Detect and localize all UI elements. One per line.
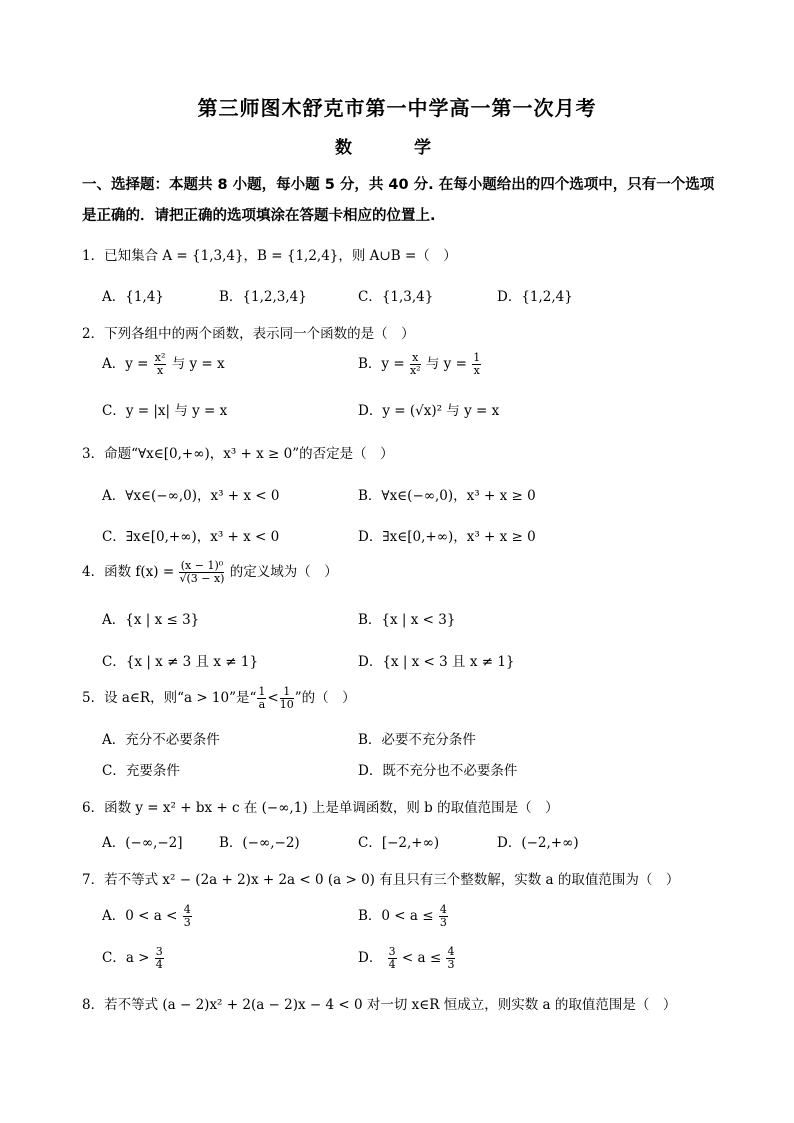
option-a-prefix: A．0 < a < xyxy=(102,908,178,924)
question-6-option-a: A．(−∞,−2] xyxy=(102,835,183,851)
denominator: 10 xyxy=(279,698,294,711)
option-b-prefix: B．y = xyxy=(358,356,405,372)
option-d-prefix: D． xyxy=(358,950,383,966)
question-2-option-b xyxy=(358,352,482,377)
fraction xyxy=(155,946,164,971)
question-3-stem: 3．命题“∀x∈[0,+∞)，x³ + x ≥ 0”的否定是（ ） xyxy=(82,446,394,462)
fraction xyxy=(183,904,192,929)
question-7-option-a xyxy=(102,904,193,929)
fraction xyxy=(472,352,481,377)
question-7-option-d xyxy=(358,946,456,971)
fraction xyxy=(179,560,224,585)
numerator: 4 xyxy=(447,945,455,958)
question-1-option-b: B．{1,2,3,4} xyxy=(219,289,307,305)
question-5-prefix: 5．设 a∈R，则“a > 10”是“ xyxy=(82,690,257,706)
option-b-middle: 与 y = xyxy=(425,356,467,372)
question-3-option-d: D．∃x∈[0,+∞)，x³ + x ≥ 0 xyxy=(358,529,536,545)
numerator: x² xyxy=(154,351,166,364)
option-a-suffix: 与 y = x xyxy=(171,356,225,372)
option-b-prefix: B．0 < a ≤ xyxy=(358,908,434,924)
question-4-prefix: 4．函数 f(x) = xyxy=(82,564,175,580)
denominator: 3 xyxy=(183,916,191,929)
fraction xyxy=(257,686,266,711)
question-4-option-d: D．{x | x < 3 且 x ≠ 1} xyxy=(358,654,515,670)
option-d-middle: < a ≤ xyxy=(401,950,442,966)
denominator: x xyxy=(156,364,164,377)
question-1-option-d: D．{1,2,4} xyxy=(497,289,573,305)
denominator: x xyxy=(473,364,480,377)
question-6-stem: 6．函数 y = x² + bx + c 在 (−∞,1) 上是单调函数，则 b 的取值范围是（ ） xyxy=(82,800,559,816)
question-7-option-b xyxy=(358,904,449,929)
numerator: 1 xyxy=(280,686,294,699)
denominator: 4 xyxy=(155,958,163,971)
numerator: 4 xyxy=(183,903,191,916)
question-4-option-a: A．{x | x ≤ 3} xyxy=(102,612,200,628)
question-1-option-c: C．{1,3,4} xyxy=(358,289,434,305)
question-2-option-a xyxy=(102,352,225,377)
numerator: x xyxy=(410,352,421,365)
question-2-option-c: C．y = |x| 与 y = x xyxy=(102,403,228,419)
fraction xyxy=(388,946,397,971)
numerator: 4 xyxy=(439,903,447,916)
section-heading: 一、选择题：本题共 8 小题，每小题 5 分，共 40 分. 在每小题给出的四个选项中，只有一个选项是正确的．请把正确的选项填涂在答题卡相应的位置上. xyxy=(82,177,715,224)
numerator: (x − 1)⁰ xyxy=(180,559,224,572)
question-7-stem: 7．若不等式 x² − (2a + 2)x + 2a < 0 (a > 0) 有且只有三个整数解，实数 a 的取值范围为（ ） xyxy=(82,872,680,888)
question-8-stem: 8．若不等式 (a − 2)x² + 2(a − 2)x − 4 < 0 对一切 x∈R 恒成立，则实数 a 的取值范围是（ ） xyxy=(82,997,677,1013)
numerator: 1 xyxy=(258,685,266,698)
numerator: 3 xyxy=(388,945,396,958)
question-5-option-c: C．充要条件 xyxy=(102,763,180,779)
question-4-option-b: B．{x | x < 3} xyxy=(358,612,456,628)
question-6-option-c: C．[−2,+∞) xyxy=(358,835,440,851)
question-1-stem: 1．已知集合 A = {1,3,4}，B = {1,2,4}，则 A∪B =（ ） xyxy=(82,248,457,264)
fraction xyxy=(280,686,294,711)
question-5-option-a: A．充分不必要条件 xyxy=(102,732,220,748)
numerator: 1 xyxy=(473,351,481,364)
question-5-suffix: ”的（ ） xyxy=(294,690,356,706)
exam-subject: 数 学 xyxy=(335,138,459,158)
question-1-option-a: A．{1,4} xyxy=(102,289,164,305)
denominator: 3 xyxy=(447,958,455,971)
option-a-prefix: A．y = xyxy=(102,356,149,372)
question-5-option-b: B．必要不充分条件 xyxy=(358,732,476,748)
question-5-option-d: D．既不充分也不必要条件 xyxy=(358,763,518,779)
question-3-option-a: A．∀x∈(−∞,0)，x³ + x < 0 xyxy=(102,488,280,504)
denominator: 3 xyxy=(439,916,447,929)
fraction xyxy=(439,904,448,929)
less-than-sign: < xyxy=(267,690,279,706)
question-5-stem xyxy=(82,686,356,711)
question-2-stem: 2．下列各组中的两个函数，表示同一个函数的是（ ） xyxy=(82,326,415,342)
question-7-option-c xyxy=(102,946,165,971)
denominator: √(3 − x) xyxy=(179,572,225,585)
question-2-option-d: D．y = (√x)² 与 y = x xyxy=(358,403,500,419)
fraction xyxy=(154,352,167,377)
denominator: 4 xyxy=(388,958,396,971)
question-6-option-b: B．(−∞,−2) xyxy=(219,835,300,851)
question-3-option-b: B．∀x∈(−∞,0)，x³ + x ≥ 0 xyxy=(358,488,536,504)
question-6-option-d: D．(−2,+∞) xyxy=(497,835,579,851)
question-4-suffix: 的定义域为（ ） xyxy=(229,564,338,580)
question-4-stem xyxy=(82,560,338,585)
question-3-option-c: C．∃x∈[0,+∞)，x³ + x < 0 xyxy=(102,529,280,545)
fraction xyxy=(410,352,421,377)
fraction xyxy=(446,946,455,971)
denominator: x² xyxy=(409,364,421,377)
option-c-prefix: C．a > xyxy=(102,950,150,966)
denominator: a xyxy=(258,698,266,711)
numerator: 3 xyxy=(155,945,163,958)
question-4-option-c: C．{x | x ≠ 3 且 x ≠ 1} xyxy=(102,654,259,670)
exam-title: 第三师图木舒克市第一中学高一第一次月考 xyxy=(197,96,597,120)
